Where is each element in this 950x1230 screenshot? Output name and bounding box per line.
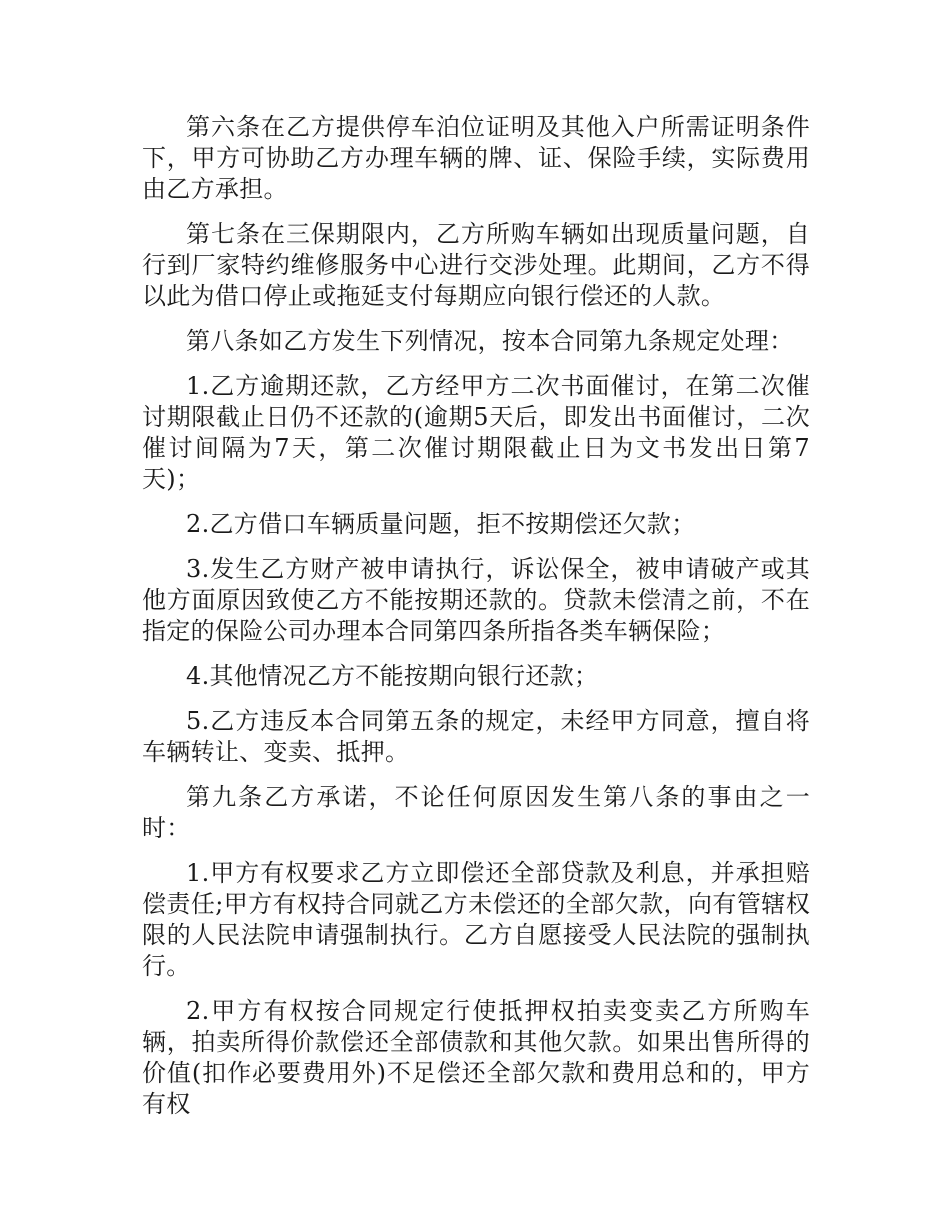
- paragraph-article-8-item-1: 1.乙方逾期还款，乙方经甲方二次书面催讨，在第二次催讨期限截止日仍不还款的(逾期5天后，即发出书面催讨，二次催讨间隔为7天，第二次催讨期限截止日为文书发出日第7天)；: [142, 372, 810, 493]
- paragraph-article-8-item-2: 2.乙方借口车辆质量问题，拒不按期偿还欠款；: [186, 510, 696, 538]
- paragraph-article-6: 第六条在乙方提供停车泊位证明及其他入户所需证明条件下，甲方可协助乙方办理车辆的牌、证、保险手续，实际费用由乙方承担。: [142, 113, 810, 203]
- paragraph-article-8: 第八条如乙方发生下列情况，按本合同第九条规定处理：: [186, 327, 794, 355]
- paragraph-article-8-item-5: 5.乙方违反本合同第五条的规定，未经甲方同意，擅自将车辆转让、变卖、抵押。: [142, 707, 810, 766]
- paragraph-article-9-item-1: 1.甲方有权要求乙方立即偿还全部贷款及利息，并承担赔偿责任;甲方有权持合同就乙方未偿还的全部欠款，向有管辖权限的人民法院申请强制执行。乙方自愿接受人民法院的强制执行。: [142, 859, 810, 980]
- paragraph-article-7: 第七条在三保期限内，乙方所购车辆如出现质量问题，自行到厂家特约维修服务中心进行交涉处理。此期间，乙方不得以此为借口停止或拖延支付每期应向银行偿还的人款。: [142, 220, 810, 310]
- paragraph-article-8-item-4: 4.其他情况乙方不能按期向银行还款；: [186, 662, 599, 690]
- paragraph-article-9: 第九条乙方承诺，不论任何原因发生第八条的事由之一时：: [142, 783, 810, 842]
- paragraph-article-8-item-3: 3.发生乙方财产被申请执行，诉讼保全，被申请破产或其他方面原因致使乙方不能按期还款的。贷款未偿清之前，不在指定的保险公司办理本合同第四条所指各类车辆保险；: [142, 555, 810, 645]
- paragraph-article-9-item-2: 2.甲方有权按合同规定行使抵押权拍卖变卖乙方所购车辆，拍卖所得价款偿还全部债款和其他欠款。如果出售所得的价值(扣作必要费用外)不足偿还全部欠款和费用总和的，甲方有权: [142, 997, 810, 1118]
- document-body: [142, 112, 810, 1134]
